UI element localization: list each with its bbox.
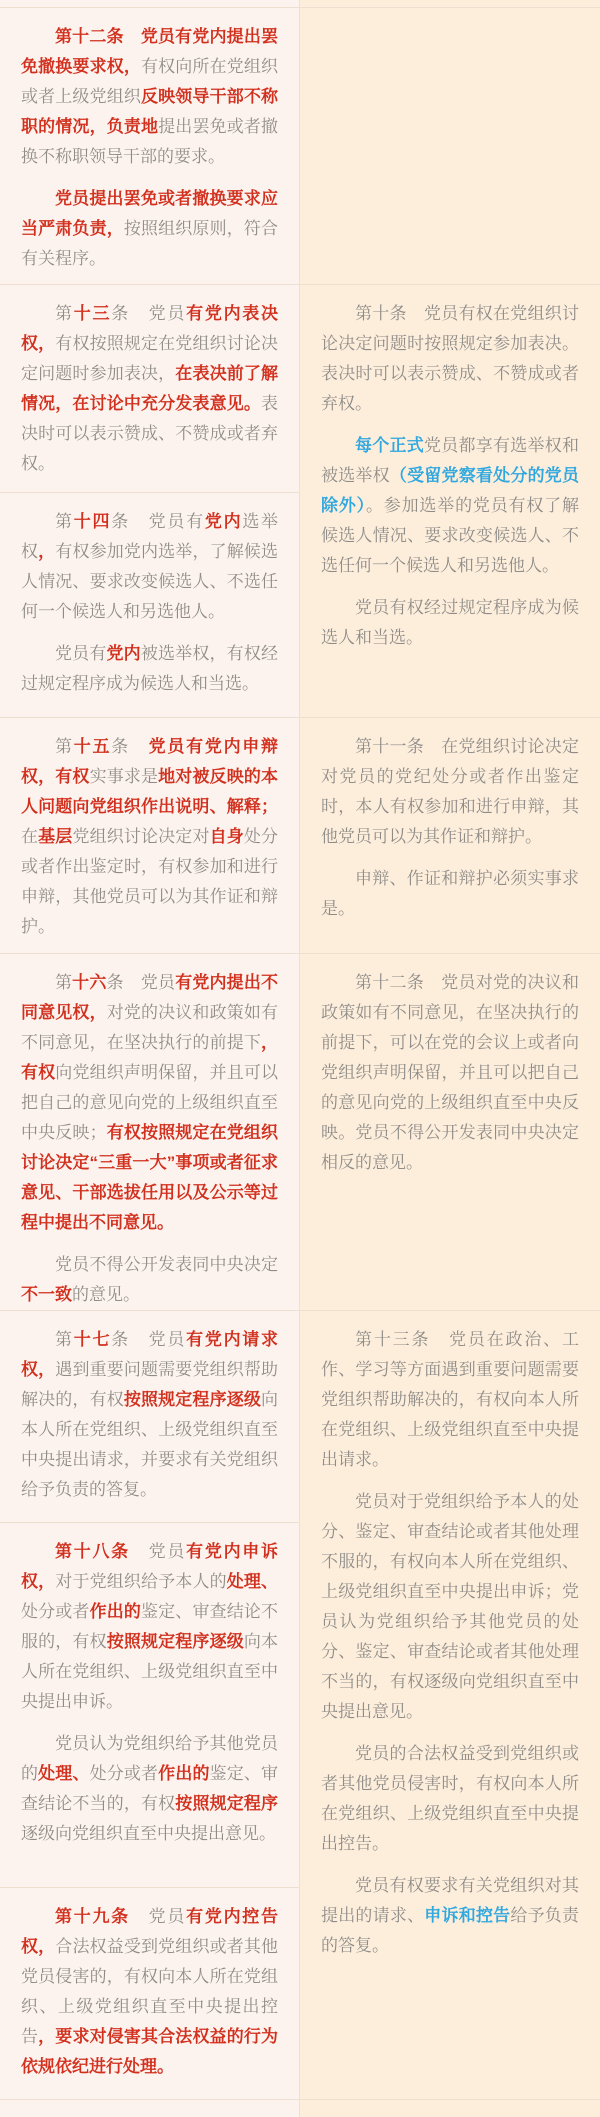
text-run-normal: 党员有权要求有关党组织对其提出的请求、 — [321, 1876, 579, 1925]
text-run-blue-highlight: 申诉和控告 — [424, 1906, 511, 1925]
paragraph — [321, 1487, 579, 1727]
text-run-normal: 党员有权经过规定程序成为候选人和当选。 — [321, 598, 579, 647]
paragraph — [21, 968, 278, 1238]
text-run-normal: 合法权益受到党组织或者其他党员侵害的，有权向本人所在党组织、上级党组织直至中央提出控告 — [21, 1937, 279, 2046]
paragraph — [321, 431, 579, 581]
paragraph — [21, 639, 278, 699]
new-article-18 — [0, 1523, 299, 1888]
text-run-normal: 申辩、作证和辩护必须实事求是。 — [321, 869, 579, 918]
old-regulation-cell — [300, 8, 600, 284]
text-run-normal: 条 党员 — [106, 973, 176, 992]
paragraph — [21, 22, 278, 172]
text-run-red-highlight: 作出的 — [158, 1764, 210, 1783]
text-run-red-highlight: 十七 — [73, 1330, 112, 1349]
paragraph — [21, 184, 278, 274]
comparison-row — [0, 718, 600, 954]
paragraph — [321, 732, 579, 852]
text-run-red-highlight: 反映领导干部不称职的情况，负责地 — [21, 87, 278, 136]
new-regulation-cell — [0, 718, 300, 953]
paragraph — [21, 1250, 278, 1310]
new-regulation-cell — [0, 8, 300, 284]
text-run-red-highlight: 有党内申诉权， — [21, 1542, 279, 1591]
text-run-normal: 逐级向党组织直至中央提出意见。 — [21, 1824, 276, 1843]
text-run-red-highlight: ，有权 — [21, 1033, 278, 1082]
comparison-row — [0, 1311, 600, 2100]
text-run-normal: 有权参加党内选举，了解候选人情况、要求改变候选人、不选任何一个候选人和另选他人。 — [21, 542, 279, 621]
paragraph — [321, 1871, 579, 1961]
comparison-row — [0, 954, 600, 1311]
text-run-normal: 处分或者 — [21, 1602, 90, 1621]
text-run-normal: 提出罢免或者撤换不称职领导干部的要求。 — [21, 117, 279, 166]
new-regulation-cell — [0, 285, 300, 717]
text-run-normal: 有权向所在党组织或者上级党组织 — [21, 57, 278, 106]
text-run-normal: 选举权 — [21, 512, 279, 561]
text-run-normal: 实事求是 — [89, 767, 159, 786]
text-run-red-highlight: 自身 — [209, 827, 244, 846]
new-regulation-cell — [0, 1311, 300, 2099]
old-regulation-cell — [300, 285, 600, 717]
text-run-normal: 条 党员 — [111, 304, 187, 323]
text-run-normal: 条 党员 — [111, 1330, 187, 1349]
text-run-red-highlight: 基层 — [38, 827, 73, 846]
new-article-14 — [0, 493, 299, 717]
text-run-normal: 党员对于党组织给予本人的处分、鉴定、审查结论或者其他处理不服的，有权向本人所在党组织、上级党组织直至中央提出申诉；党员认为党组织给予其他党员的处分、鉴定、审查结论或者其他处理不当的，有权逐级向党组织直至中央提出意见。 — [321, 1492, 579, 1721]
text-run-red-highlight: ， — [38, 542, 56, 561]
text-run-normal: 处分或者作出鉴定时，有权参加和进行申辩，其他党员可以为其作证和辩护。 — [21, 827, 279, 936]
comparison-row — [0, 2100, 600, 2117]
text-run-normal: 遇到重要问题需要党组织帮助解决的，有权 — [21, 1360, 279, 1409]
text-run-normal: 条 — [111, 737, 149, 756]
text-run-normal: 第 — [55, 512, 74, 531]
paragraph — [21, 1729, 278, 1849]
paragraph — [21, 1902, 278, 2082]
paragraph — [321, 968, 579, 1178]
text-run-blue-highlight: 每个正式 — [355, 436, 424, 455]
text-run-normal: 党员 — [148, 1542, 187, 1561]
text-run-normal: 鉴定、审查结论不服的，有权 — [21, 1602, 279, 1651]
text-run-normal: 第十一条 在党组织讨论决定对党员的党纪处分或者作出鉴定时，本人有权参加和进行申辩，其他党员可以为其作证和辩护。 — [321, 737, 579, 846]
text-run-normal: 第十三条 党员在政治、工作、学习等方面遇到重要问题需要党组织帮助解决的，有权向本人所在党组织、上级党组织直至中央提出请求。 — [321, 1330, 579, 1469]
paragraph — [21, 299, 278, 479]
text-run-red-highlight: 按照规定程序逐级 — [123, 1390, 262, 1409]
text-run-red-highlight: 按照规定程序 — [175, 1794, 279, 1813]
text-run-normal: 党员有 — [55, 644, 107, 663]
text-run-normal: 第 — [55, 737, 74, 756]
text-run-normal: 向党组织声明保留，并且可以把自己的意见向党的上级组织直至中央反映； — [21, 1063, 279, 1142]
text-run-red-highlight: 地对被反映的本人问题向党组织作出说明、解释； — [21, 767, 279, 816]
text-run-red-highlight: 十三 — [73, 304, 112, 323]
text-run-normal: 处分或者 — [89, 1764, 159, 1783]
text-run-normal: 在 — [21, 827, 39, 846]
text-run-normal: 党员认为党组织给予其他党员的 — [21, 1734, 278, 1783]
text-run-red-highlight: ，要求对侵害其合法权益的行为依规依纪进行处理。 — [21, 2027, 279, 2076]
old-article-13 — [300, 1311, 600, 2099]
text-run-normal: 党员 — [148, 1907, 187, 1926]
text-run-red-highlight: 不一致 — [21, 1285, 72, 1304]
paragraph — [321, 864, 579, 924]
paragraph — [21, 1325, 278, 1505]
text-run-red-highlight: 处理、 — [226, 1572, 279, 1591]
text-run-normal: 党员都享有选举权和被选举权 — [321, 436, 579, 485]
old-regulation-cell — [300, 954, 600, 1310]
text-run-normal: 对于党组织给予本人的 — [55, 1572, 227, 1591]
old-regulation-cell — [300, 718, 600, 953]
old-regulation-cell — [300, 2100, 600, 2117]
text-run-normal: 第 — [55, 304, 74, 323]
text-run-red-highlight: 第十八条 — [55, 1542, 149, 1561]
text-run-normal: 第 — [55, 1330, 74, 1349]
text-run-normal: 党员不得公开发表同中央决定 — [55, 1255, 278, 1274]
new-article-15 — [0, 718, 299, 953]
text-run-red-highlight: 第十二条 党员有党内提出罢免撤换要求权， — [21, 27, 278, 76]
comparison-row — [0, 285, 600, 718]
old-regulation-cell — [300, 1311, 600, 2099]
paragraph — [321, 1325, 579, 1475]
text-run-red-highlight: 党内 — [204, 512, 243, 531]
old-article-12 — [300, 954, 600, 1310]
text-run-red-highlight: 党内 — [106, 644, 141, 663]
text-run-blue-highlight: （受留党察看处分的党员除外） — [321, 466, 580, 515]
text-run-normal: 有权按照规定在党组织讨论决定问题时参加表决， — [21, 334, 279, 383]
paragraph — [21, 732, 278, 942]
text-run-red-highlight: 党员提出罢免或者撤换要求应当严肃负责， — [21, 189, 278, 238]
text-run-normal: 鉴定、审查结论不当的，有权 — [21, 1764, 279, 1813]
text-run-red-highlight: 有党内提出不同意见权， — [21, 973, 279, 1022]
text-run-normal: 条 党员有 — [111, 512, 205, 531]
old-article-11 — [300, 718, 600, 953]
text-run-red-highlight: 十六 — [72, 973, 107, 992]
text-run-normal: 第 — [55, 973, 73, 992]
text-run-red-highlight: 有党内请求权， — [21, 1330, 279, 1379]
text-run-normal: 表决时可以表示赞成、不赞成或者弃权。 — [21, 394, 278, 473]
paragraph — [21, 507, 278, 627]
text-run-normal: 对党的决议和政策如有不同意见，在坚决执行的前提下 — [21, 1003, 279, 1052]
paragraph — [321, 593, 579, 653]
text-run-red-highlight: 有权按照规定在党组织讨论决定“三重一大”事项或者征求意见、干部选拔任用以及公示等过程中提出不同意见。 — [21, 1123, 279, 1232]
new-regulation-cell — [0, 0, 300, 7]
new-article-12 — [0, 8, 299, 284]
text-run-red-highlight: 处理、 — [38, 1764, 90, 1783]
new-regulation-cell — [0, 2100, 300, 2117]
text-run-normal: 第十二条 党员对党的决议和政策如有不同意见，在坚决执行的前提下，可以在党的会议上或者向党组织声明保留，并且可以把自己的意见向党的上级组织直至中央反映。党员不得公开发表同中央决定相反的意见。 — [321, 973, 579, 1172]
text-run-red-highlight: 作出的 — [89, 1602, 142, 1621]
comparison-row — [0, 0, 600, 8]
text-run-red-highlight: 在表决前了解情况，在讨论中充分发表意见。 — [21, 364, 279, 413]
new-regulation-cell — [0, 954, 300, 1310]
old-regulation-cell — [300, 0, 600, 7]
paragraph — [321, 1739, 579, 1859]
new-article-17 — [0, 1311, 299, 1523]
text-run-red-highlight: 按照规定程序逐级 — [106, 1632, 244, 1651]
comparison-row — [0, 8, 600, 285]
text-run-normal: 给予负责的答复。 — [321, 1906, 580, 1955]
old-article-10 — [300, 285, 600, 717]
text-run-normal: 党员的合法权益受到党组织或者其他党员侵害时，有权向本人所在党组织、上级党组织直至中央提出控告。 — [321, 1744, 579, 1853]
new-article-13 — [0, 285, 299, 493]
text-run-normal: 被选举权，有权经过规定程序成为候选人和当选。 — [21, 644, 279, 693]
text-run-red-highlight: 党员有党内申辩权，有权 — [21, 737, 279, 786]
paragraph — [321, 299, 579, 419]
text-run-normal: 党组织讨论决定对 — [72, 827, 210, 846]
text-run-normal: 按照组织原则，符合有关程序。 — [21, 219, 279, 268]
text-run-red-highlight: 有党内表决权， — [21, 304, 279, 353]
new-article-16 — [0, 954, 299, 1310]
text-run-normal: 向本人所在党组织、上级党组织直至中央提出请求，并要求有关党组织给予负责的答复。 — [21, 1390, 279, 1499]
text-run-red-highlight: 第十九条 — [55, 1907, 149, 1926]
paragraph — [21, 1537, 278, 1717]
new-article-19 — [0, 1888, 299, 2099]
text-run-red-highlight: 十四 — [73, 512, 112, 531]
text-run-normal: 向本人所在党组织、上级党组织直至中央提出申诉。 — [21, 1632, 279, 1711]
text-run-normal: 。参加选举的党员有权了解候选人情况、要求改变候选人、不选任何一个候选人和另选他人。 — [321, 496, 580, 575]
text-run-normal: 第十条 党员有权在党组织讨论决定问题时按照规定参加表决。表决时可以表示赞成、不赞成或者弃权。 — [321, 304, 579, 413]
text-run-red-highlight: 十五 — [73, 737, 112, 756]
text-run-normal: 的意见。 — [72, 1285, 140, 1304]
text-run-red-highlight: 有党内控告权， — [21, 1907, 279, 1956]
